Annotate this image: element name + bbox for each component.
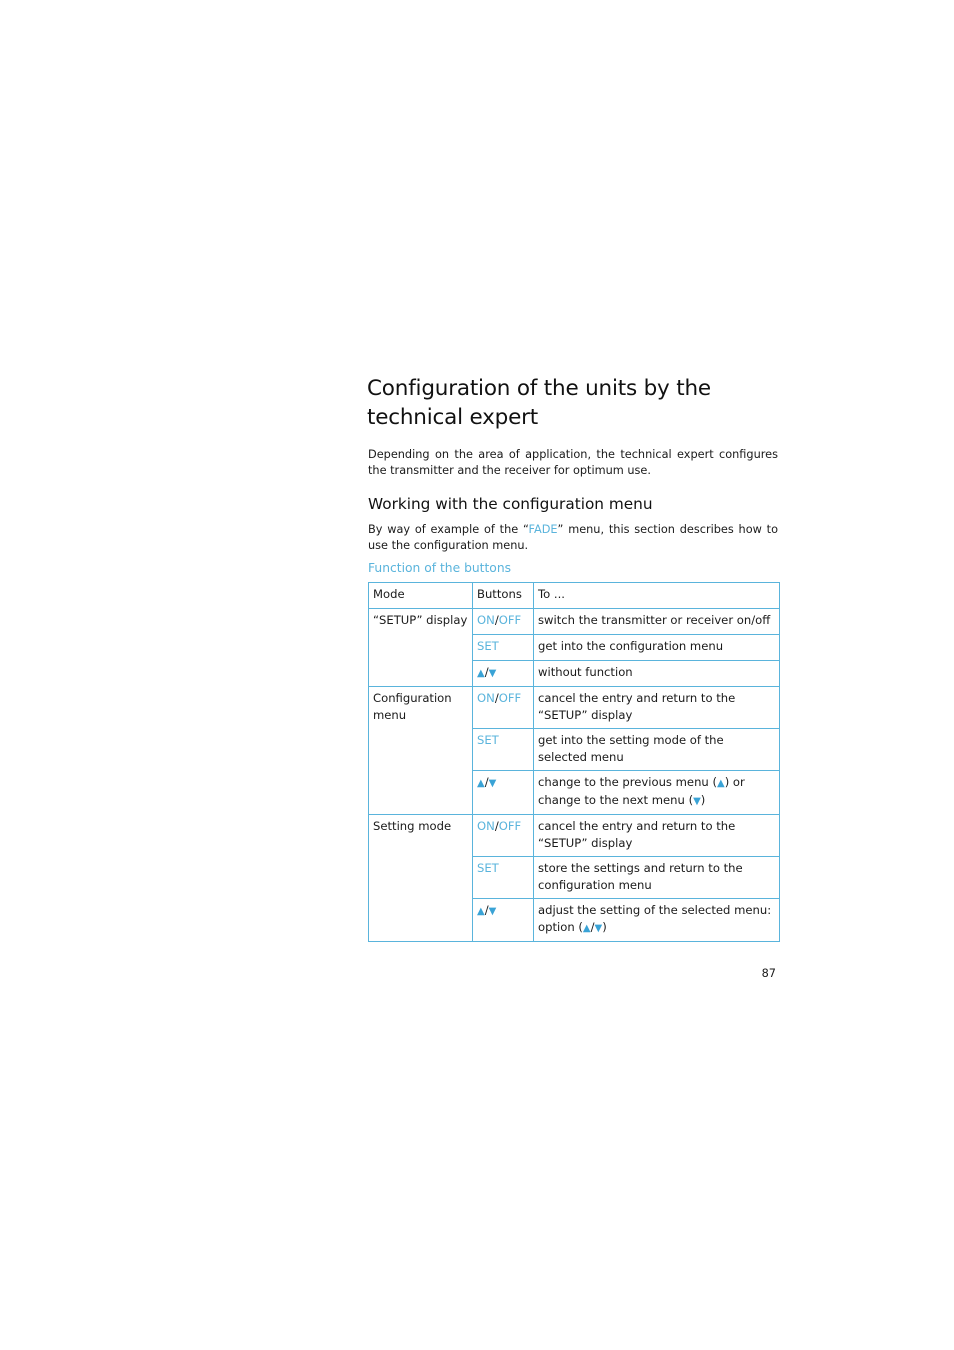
section-text-after: ” menu, this section describes how to use the configuration menu.	[368, 523, 778, 552]
up-arrow-icon: ▲	[477, 668, 485, 679]
button-function-table	[368, 582, 780, 942]
separator: /	[484, 665, 489, 679]
section-text-block	[368, 522, 778, 554]
separator: /	[494, 691, 499, 705]
action-cell	[534, 771, 780, 815]
separator: /	[590, 920, 595, 934]
action-cell: get into the setting mode of the selected menu	[534, 729, 780, 771]
action-cell: switch the transmitter or receiver on/off	[534, 609, 780, 635]
section-text-before: By way of example of the “	[368, 523, 529, 536]
action-text: )	[700, 793, 706, 807]
page-number: 87	[761, 967, 776, 980]
action-cell	[534, 899, 780, 942]
down-arrow-icon: ▼	[693, 796, 701, 807]
up-arrow-icon: ▲	[477, 778, 485, 789]
buttons-cell	[473, 857, 534, 899]
mode-cell-setting-mode: Setting mode	[369, 815, 473, 942]
mode-cell-setup-display: “SETUP” display	[369, 609, 473, 687]
buttons-cell	[473, 609, 534, 635]
buttons-cell	[473, 771, 534, 815]
separator: /	[484, 775, 489, 789]
subsection-heading: Function of the buttons	[368, 561, 512, 575]
table-header-row	[369, 583, 780, 609]
buttons-cell	[473, 687, 534, 729]
down-arrow-icon: ▼	[488, 668, 497, 679]
off-button-label: OFF	[498, 691, 522, 705]
set-button-label: SET	[477, 861, 499, 875]
action-cell: cancel the entry and return to the “SETUP” display	[534, 815, 780, 857]
menu-name-fade: FADE	[528, 523, 558, 536]
separator: /	[494, 613, 499, 627]
action-cell: store the settings and return to the configuration menu	[534, 857, 780, 899]
buttons-cell	[473, 635, 534, 661]
up-arrow-icon: ▲	[582, 923, 591, 934]
mode-cell-configuration-menu: Configuration menu	[369, 687, 473, 815]
page-title: Configuration of the units by the technical expert	[367, 376, 711, 430]
intro-paragraph: Depending on the area of application, the technical expert configures the transmitter and the receiver for optimum use.	[368, 448, 778, 477]
on-button-label: ON	[477, 819, 495, 833]
set-button-label: SET	[477, 733, 499, 747]
buttons-cell	[473, 815, 534, 857]
intro-block	[368, 447, 778, 479]
off-button-label: OFF	[498, 819, 522, 833]
buttons-cell	[473, 729, 534, 771]
separator: /	[484, 903, 489, 917]
header-mode: Mode	[369, 583, 473, 609]
set-button-label: SET	[477, 639, 499, 653]
table-row	[369, 815, 780, 857]
buttons-cell	[473, 899, 534, 942]
down-arrow-icon: ▼	[488, 778, 497, 789]
separator: /	[494, 819, 499, 833]
down-arrow-icon: ▼	[488, 906, 497, 917]
action-cell: get into the configuration menu	[534, 635, 780, 661]
table-row	[369, 687, 780, 729]
action-text: ) or change to the next menu (	[538, 775, 745, 807]
off-button-label: OFF	[498, 613, 522, 627]
action-cell: without function	[534, 661, 780, 687]
action-text: )	[602, 920, 607, 934]
action-text: adjust the setting of the selected menu: option (	[538, 903, 772, 934]
header-to: To ...	[534, 583, 780, 609]
up-arrow-icon: ▲	[477, 906, 485, 917]
buttons-cell	[473, 661, 534, 687]
on-button-label: ON	[477, 613, 495, 627]
section-paragraph	[368, 522, 778, 554]
header-buttons: Buttons	[473, 583, 534, 609]
down-arrow-icon: ▼	[594, 923, 603, 934]
on-button-label: ON	[477, 691, 495, 705]
table-row	[369, 609, 780, 635]
up-arrow-icon: ▲	[716, 778, 725, 789]
section-heading: Working with the configuration menu	[368, 495, 653, 513]
action-cell: cancel the entry and return to the “SETUP” display	[534, 687, 780, 729]
action-text: change to the previous menu (	[538, 775, 717, 789]
